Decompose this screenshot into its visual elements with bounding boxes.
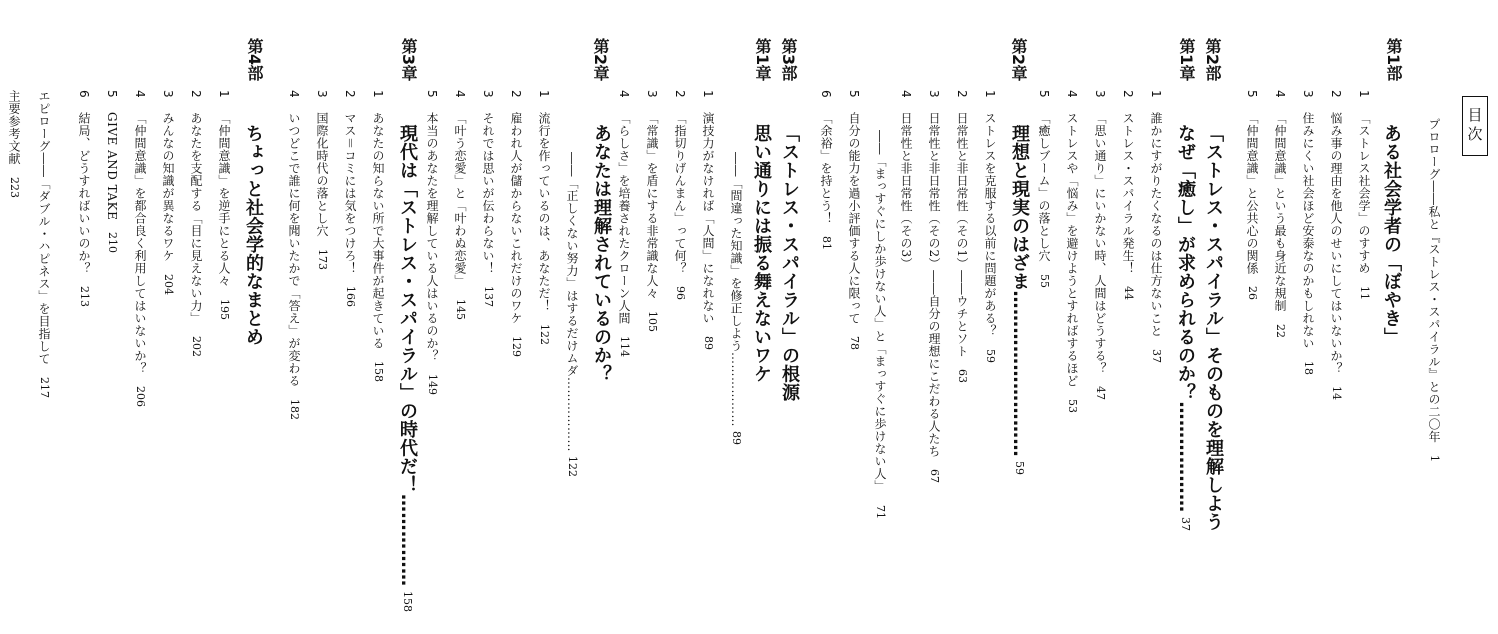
- part-1-marker: 第1部: [1384, 38, 1403, 82]
- toc-entry: 4「仲間意識」という最も身近な規制22: [1273, 90, 1287, 338]
- toc-entry: 2雇われ人が儲からないこれだけのワケ129: [509, 90, 523, 358]
- toc-entry: 4「らしさ」を培養されたクローン人間114: [617, 90, 631, 358]
- toc-entry: 3日常性と非日常性（その2）――自分の理想にこだわる人たち67: [927, 90, 941, 484]
- chapter-heading: なぜ「癒し」が求められるのか？………………37: [1175, 124, 1196, 531]
- toc-entry: 2「指切りげんまん」って何？96: [673, 90, 687, 301]
- toc-entry: 4ストレスや「悩み」を避けようとすればするほど53: [1065, 90, 1079, 413]
- toc-entry: 3住みにくい社会ほど安泰なのかもしれない18: [1301, 90, 1315, 376]
- toc-entry: 1誰かにすがりたくなるのは仕方ないこと37: [1149, 90, 1163, 363]
- entry-title: プロローグ――私と『ストレス・スパイラル』との二〇年: [1427, 118, 1441, 443]
- chapter-heading: あなたは理解されているのか？: [591, 124, 612, 383]
- toc-epilogue: エピローグ――「ダブル・ハピネス」を目指して217: [37, 90, 51, 398]
- toc-entry: 1「仲間意識」を逆手にとる人々195: [217, 90, 231, 320]
- toc-entry: 1あなたの知らない所で大事件が起きている158: [371, 90, 385, 383]
- part-4-heading: ちょっと社会学的なまとめ: [243, 124, 264, 346]
- chapter-marker: 第1章: [753, 38, 772, 82]
- toc-entry: 5自分の能力を過小評価する人に限って78: [847, 90, 861, 351]
- toc-entry: 5GIVE AND TAKE210: [105, 90, 119, 254]
- toc-entry: 1流行を作っているのは、あなただ！122: [537, 90, 551, 345]
- toc-entry: 6「余裕」を持とう！81: [819, 90, 833, 251]
- toc-entry: ――「まっすぐにしか歩けない人」と「まっすぐに歩けない人」71: [873, 130, 887, 519]
- toc-entry: 1ストレスを克服する以前に問題がある？59: [983, 90, 997, 363]
- toc-entry: 5「仲間意識」と公共心の関係26: [1245, 90, 1259, 301]
- toc-entry: 1演技力がなければ「人間」になれない89: [701, 90, 715, 351]
- chapter-heading: 思い通りには振る舞えないワケ: [751, 124, 772, 383]
- part-2-heading: 「ストレス・スパイラル」そのものを理解しよう: [1203, 124, 1224, 531]
- chapter-marker: 第1章: [1177, 38, 1196, 82]
- part-1-heading: ある社会学者の「ぼやき」: [1381, 124, 1402, 346]
- toc-entry: 3それでは思いが伝わらない！137: [481, 90, 495, 308]
- toc-entry: 2マス＝コミには気をつけろ！166: [343, 90, 357, 308]
- toc-entry: 4日常性と非日常性（その3）: [899, 90, 913, 270]
- chapter-marker: 第2章: [1009, 38, 1028, 82]
- chapter-marker: 第2章: [591, 38, 610, 82]
- chapter-heading: 現代は「ストレス・スパイラル」の時代だ！……………158: [397, 124, 418, 612]
- chapter-marker: 第3章: [399, 38, 418, 82]
- toc-references: 主要参考文献223: [7, 90, 21, 198]
- toc-entry: 3「思い通り」にいかない時、人間はどうする？47: [1093, 90, 1107, 401]
- toc-entry: 2ストレス・スパイラル発生！44: [1121, 90, 1135, 301]
- toc-entry: 3国際化時代の落とし穴173: [315, 90, 329, 270]
- toc-entry: 3「常識」を盾にする非常識な人々105: [645, 90, 659, 333]
- entry-page: 1: [1428, 455, 1441, 462]
- toc-entry: 2悩み事の理由を他人のせいにしてはいないか？14: [1329, 90, 1343, 401]
- chapter-subheading: ――「正しくない努力」はするだけムダ………………122: [565, 152, 579, 477]
- chapter-subheading: ――「間違った知識」を修正しよう………………89: [729, 152, 743, 445]
- part-2-marker: 第2部: [1203, 38, 1222, 82]
- toc-entry: 3みんなの知識が異なるワケ204: [161, 90, 175, 295]
- toc-entry: 4「叶う恋愛」と「叶わぬ恋愛」145: [453, 90, 467, 320]
- part-3-marker: 第3部: [779, 38, 798, 82]
- toc-prologue: [1428, 118, 1440, 462]
- toc-entry: 5「癒しブーム」の落とし穴55: [1037, 90, 1051, 288]
- part-4-marker: 第4部: [245, 38, 264, 82]
- toc-entry: 6結局、どうすればいいのか？213: [77, 90, 91, 308]
- toc-entry: 4「仲間意識」を都合良く利用してはいないか？206: [133, 90, 147, 408]
- toc-label: 目次: [1462, 96, 1488, 156]
- toc-entry: 2あなたを支配する「目に見えない力」202: [189, 90, 203, 358]
- chapter-heading: 理想と現実のはざま………………………59: [1009, 124, 1030, 475]
- part-3-heading: 「ストレス・スパイラル」の根源: [779, 124, 800, 402]
- toc-entry: 4いつどこで誰に何を聞いたかで「答え」が変わる182: [287, 90, 301, 420]
- toc-entry: 2日常性と非日常性（その1）――ウチとソト63: [955, 90, 969, 384]
- toc-entry: 5本当のあなたを理解している人はいるのか？149: [425, 90, 439, 395]
- toc-entry: 1「ストレス社会学」のすすめ11: [1357, 90, 1371, 301]
